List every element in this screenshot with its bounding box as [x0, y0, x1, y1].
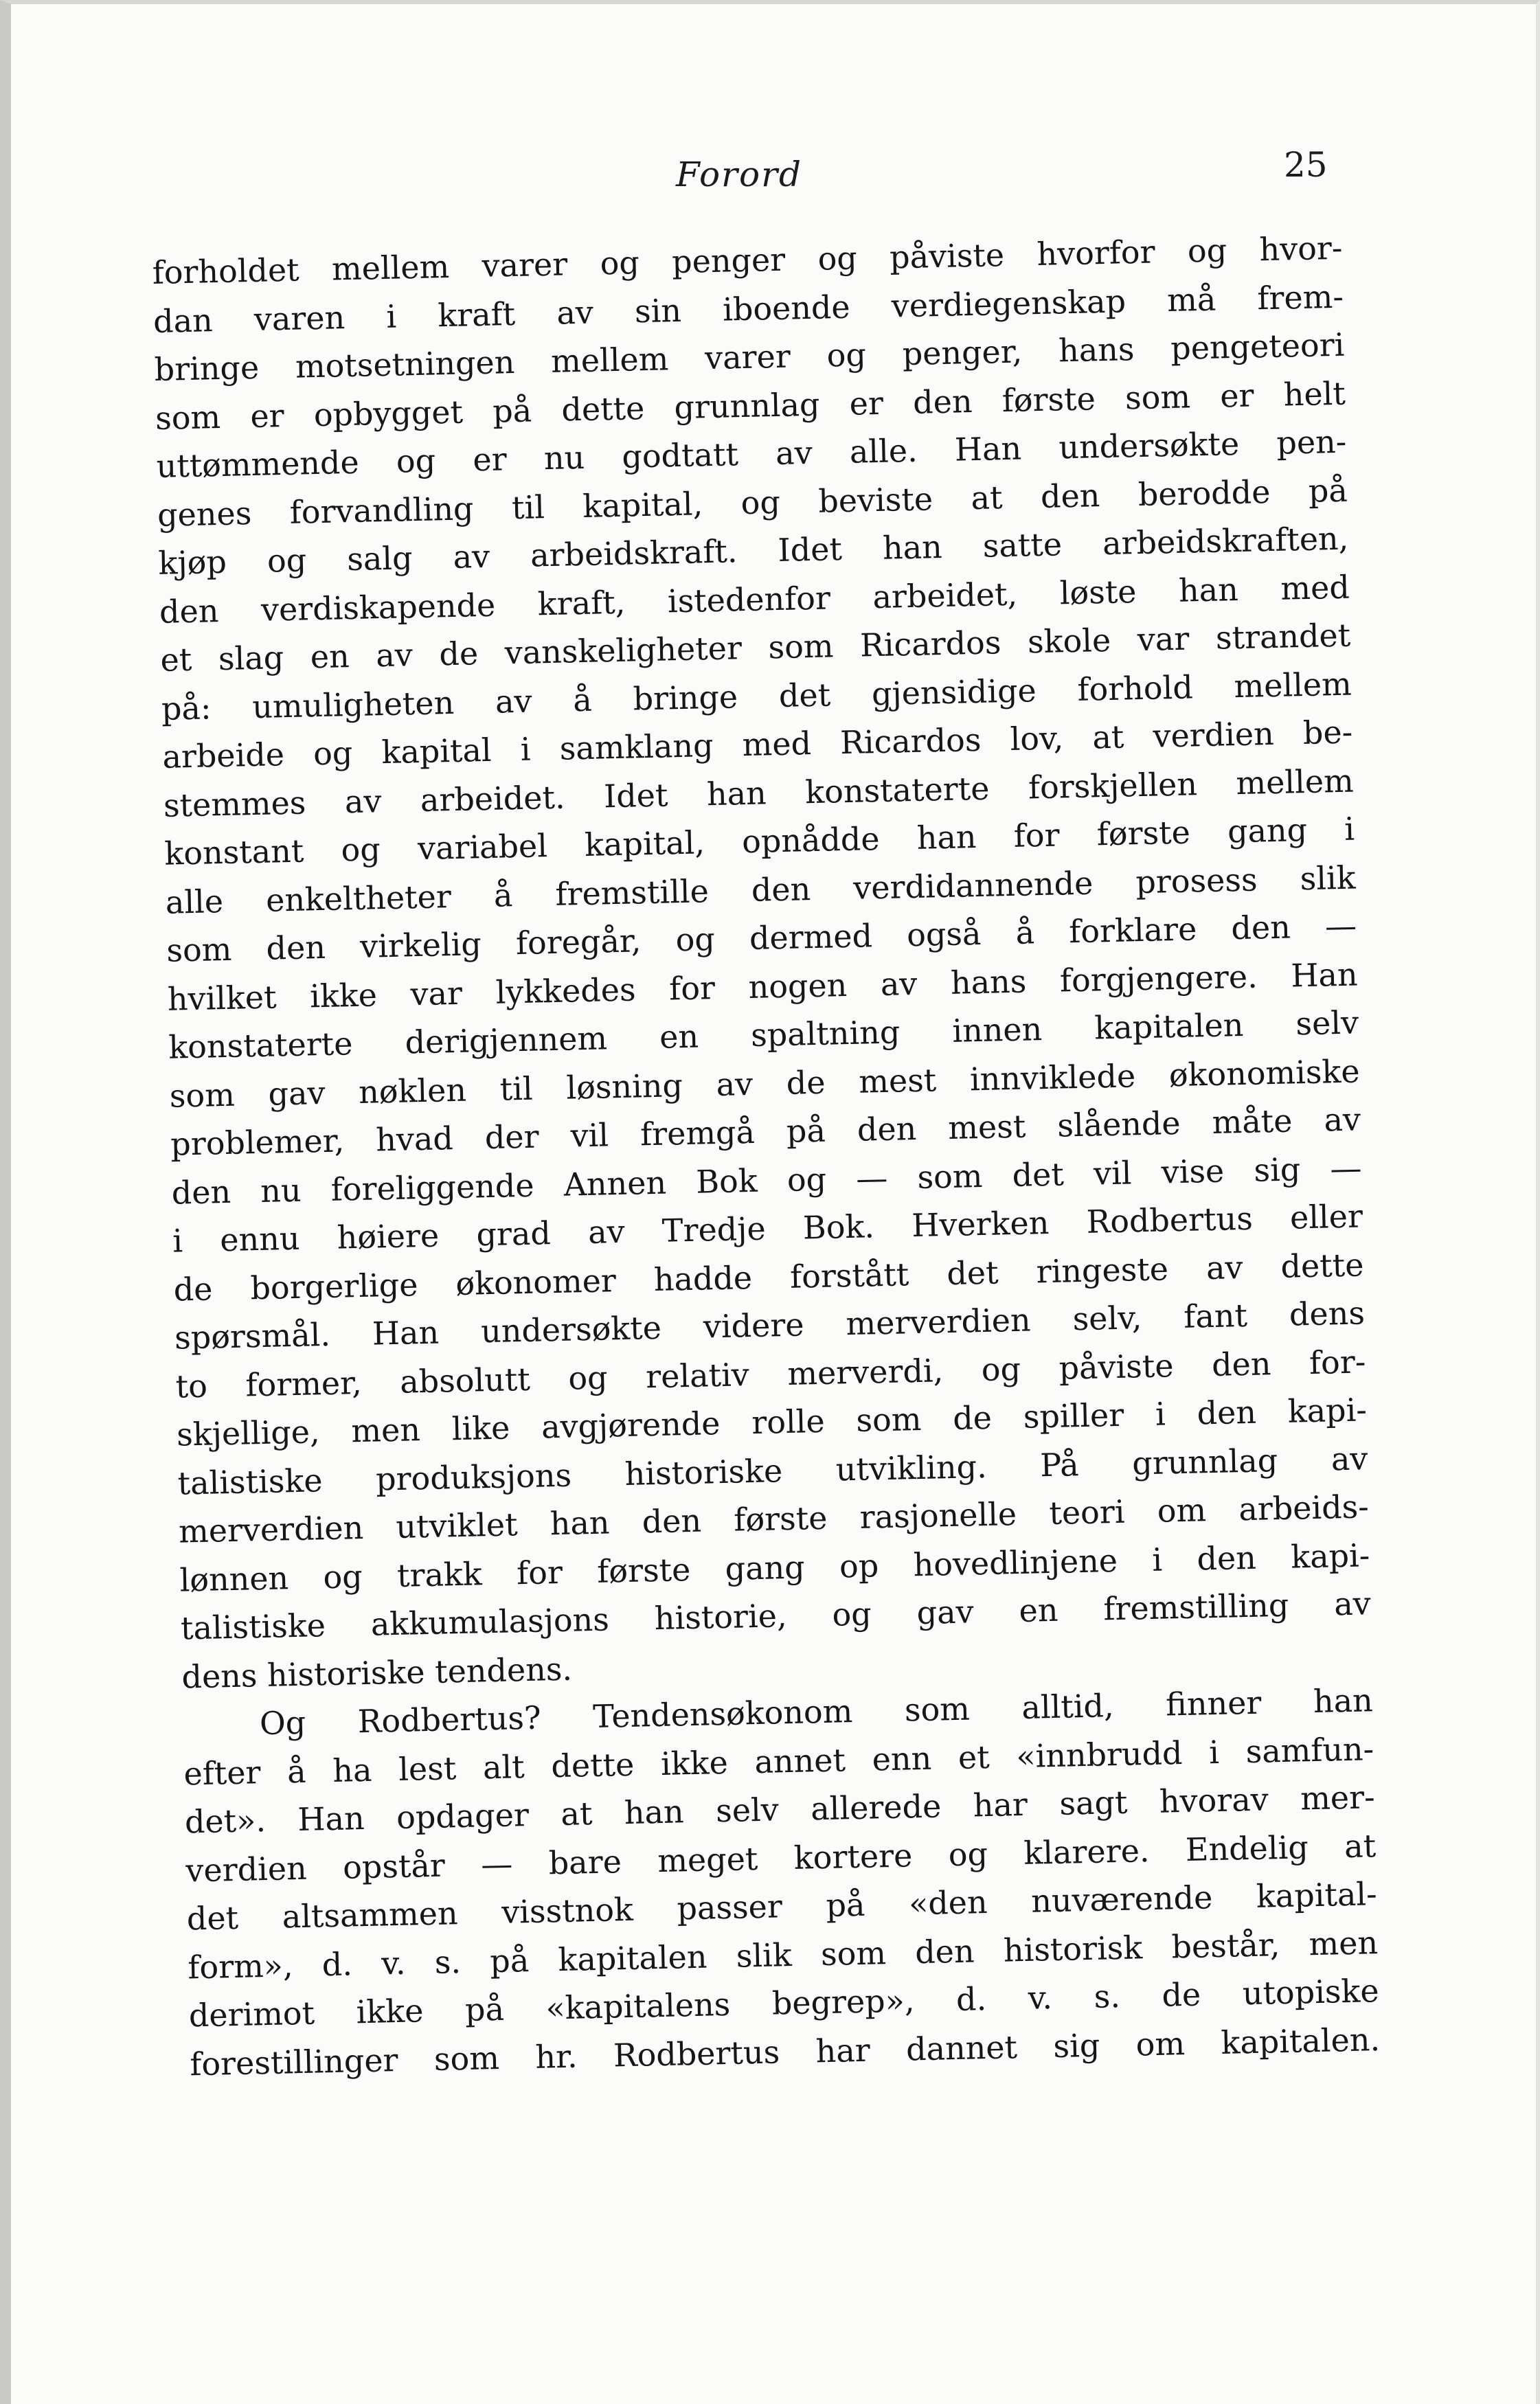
text-line: den nu foreliggende Annen Bok og — som det vil vise sig —	[171, 1148, 1362, 1212]
text-line: alle enkeltheter å fremstille den verdidannende prosess slik	[165, 859, 1357, 921]
text-line: som den virkelig foregår, og dermed også å forklare den —	[166, 907, 1357, 969]
paragraph-end-line: dens historiske tendens.	[181, 1650, 573, 1696]
text-line: som er opbygget på dette grunnlag er den første som er helt	[155, 374, 1346, 437]
body-text	[152, 224, 1381, 2089]
text-line: hvilket ikke var lykkedes for nogen av hans forgjengere. Han	[167, 955, 1359, 1018]
text-line: spørsmål. Han undersøkte videre merverdien selv, fant dens	[174, 1294, 1366, 1357]
text-line: den verdiskapende kraft, istedenfor arbeidet, løste han med	[159, 568, 1350, 631]
text-line: konstaterte derigjennem en spaltning innen kapitalen selv	[168, 1003, 1359, 1066]
text-line: problemer, hvad der vil fremgå på den mest slående måte av	[170, 1100, 1361, 1163]
page-header	[11, 145, 1540, 200]
text-line: forholdet mellem varer og penger og påviste hvorfor og hvor-	[152, 229, 1343, 291]
text-line: skjellige, men like avgjørende rolle som de spiller i den kapi-	[176, 1391, 1368, 1453]
text-line: det». Han opdager at han selv allerede har sagt hvorav mer-	[184, 1778, 1376, 1841]
text-line: talistiske produksjons historiske utvikling. På grunnlag av	[177, 1439, 1368, 1502]
text-line: de borgerlige økonomer hadde forstått det ringeste av dette	[173, 1245, 1364, 1308]
text-line: i ennu høiere grad av Tredje Bok. Hverken Rodbertus eller	[172, 1197, 1363, 1260]
text-line: som gav nøklen til løsning av de mest innviklede økonomiske	[169, 1052, 1361, 1115]
text-line: merverdien utviklet han den første rasjonelle teori om arbeids-	[178, 1488, 1370, 1550]
text-line: form», d. v. s. på kapitalen slik som den historisk består, men	[187, 1923, 1379, 1986]
paragraph-start-line: Og Rodbertus? Tendensøkonom som alltid, finner han	[259, 1681, 1374, 1743]
text-line: derimot ikke på «kapitalens begrep», d. v. s. de utopiske	[188, 1972, 1380, 2034]
text-line: talistiske akkumulasjons historie, og gav en fremstilling av	[180, 1585, 1372, 1647]
text-line: genes forvandling til kapital, og beviste at den berodde på	[157, 471, 1348, 534]
text-line: konstant og variabel kapital, opnådde han for første gang i	[163, 810, 1355, 872]
text-line: det altsammen visstnok passer på «den nuværende kapital-	[186, 1875, 1378, 1938]
text-line: verdien opstår — bare meget kortere og klarere. Endelig at	[185, 1826, 1377, 1889]
page-number: 25	[1284, 145, 1328, 185]
text-line: lønnen og trakk for første gang op hovedlinjene i den kapi-	[179, 1536, 1370, 1599]
text-line: uttømmende og er nu godtatt av alle. Han undersøkte pen-	[156, 422, 1347, 485]
text-line: dan varen i kraft av sin iboende verdiegenskap må frem-	[152, 277, 1344, 340]
text-line: på: umuligheten av å bringe det gjensidige forhold mellem	[161, 665, 1352, 727]
text-line: et slag en av de vanskeligheter som Ricardos skole var strandet	[159, 616, 1351, 679]
text-line: arbeide og kapital i samklang med Ricardos lov, at verdien be-	[161, 713, 1353, 775]
text-line: to former, absolutt og relativ merverdi, og påviste den for-	[175, 1342, 1366, 1405]
text-line: efter å ha lest alt dette ikke annet enn et «innbrudd i samfun-	[183, 1730, 1374, 1793]
text-line: kjøp og salg av arbeidskraft. Idet han satte arbeidskraften,	[158, 519, 1349, 582]
running-title: Forord	[676, 155, 802, 194]
text-line: forestillinger som hr. Rodbertus har dannet sig om kapitalen.	[189, 2020, 1381, 2083]
text-line: bringe motsetningen mellem varer og penger, hans pengeteori	[154, 326, 1345, 388]
text-line: stemmes av arbeidet. Idet han konstaterte forskjellen mellem	[163, 762, 1355, 824]
